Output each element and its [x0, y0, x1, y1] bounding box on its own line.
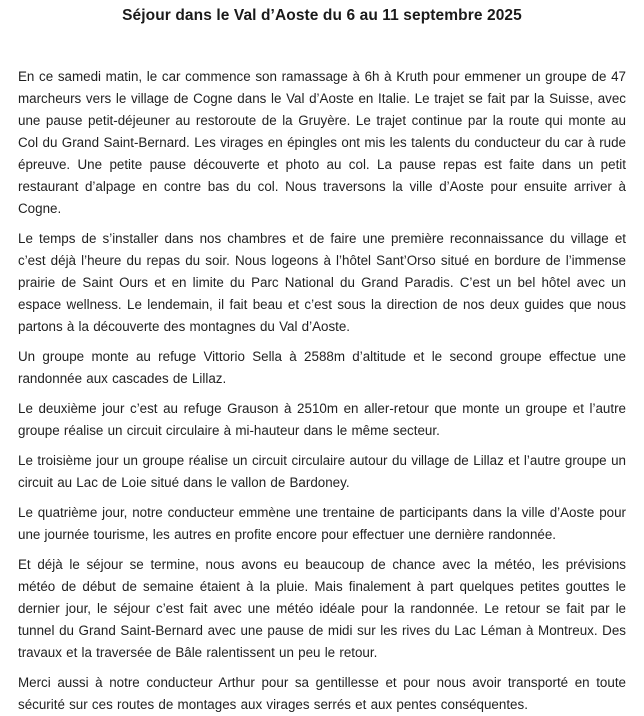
- paragraph-day3-hikes: Le troisième jour un groupe réalise un circuit circulaire autour du village de Lillaz et l’autre groupe un circuit au Lac de Loie situé dans le vallon de Bardoney.: [18, 453, 626, 490]
- document-body: [18, 66, 626, 716]
- paragraph-day1-hikes: Un groupe monte au refuge Vittorio Sella à 2588m d’altitude et le second groupe effectue une randonnée aux cascades de Lillaz.: [18, 349, 626, 386]
- document-title: Séjour dans le Val d’Aoste du 6 au 11 septembre 2025: [122, 7, 522, 24]
- paragraph-hotel-arrival: Le temps de s’installer dans nos chambres et de faire une première reconnaissance du village et c’est déjà l’heure du repas du soir. Nous logeons à l’hôtel Sant’Orso situé en bordure de l’immense prairie de Saint Ours et en limite du Parc National du Grand Paradis. C’est un bel hôtel avec un espace wellness. Le lendemain, il fait beau et c’est sous la direction de nos deux guides que nous partons à la découverte des montagnes du Val d’Aoste.: [18, 231, 626, 334]
- paragraph-day2-hikes: Le deuxième jour c’est au refuge Grauson à 2510m en aller-retour que monte un groupe et l’autre groupe réalise un circuit circulaire à mi-hauteur dans le même secteur.: [18, 401, 626, 438]
- paragraph-day4-tourism: Le quatrième jour, notre conducteur emmène une trentaine de participants dans la ville d’Aoste pour une journée tourisme, les autres en profite encore pour effectuer une dernière randonnée.: [18, 505, 626, 542]
- paragraph-thanks-driver: Merci aussi à notre conducteur Arthur pour sa gentillesse et pour nous avoir transporté en toute sécurité sur ces routes de montages aux virages serrés et aux pentes conséquentes.: [18, 675, 626, 712]
- paragraph-trip-outbound: En ce samedi matin, le car commence son ramassage à 6h à Kruth pour emmener un groupe de 47 marcheurs vers le village de Cogne dans le Val d’Aoste en Italie. Le trajet se fait par la Suisse, avec une pause petit-déjeuner au restoroute de la Gruyère. Le trajet continue par la route qui monte au Col du Grand Saint-Bernard. Les virages en épingles ont mis les talents du conducteur du car à rude épreuve. Une petite pause découverte et photo au col. La pause repas est faite dans un petit restaurant d’alpage en contre bas du col. Nous traversons la ville d’Aoste pour ensuite arriver à Cogne.: [18, 69, 626, 216]
- paragraph-weather-return: Et déjà le séjour se termine, nous avons eu beaucoup de chance avec la météo, les prévisions météo de début de semaine étaient à la pluie. Mais finalement à part quelques petites gouttes le dernier jour, le séjour c’est fait avec une météo idéale pour la randonnée. Le retour se fait par le tunnel du Grand Saint-Bernard avec une pause de midi sur les rives du Lac Léman à Montreux. Des travaux et la traversée de Bâle ralentissent un peu le retour.: [18, 557, 626, 660]
